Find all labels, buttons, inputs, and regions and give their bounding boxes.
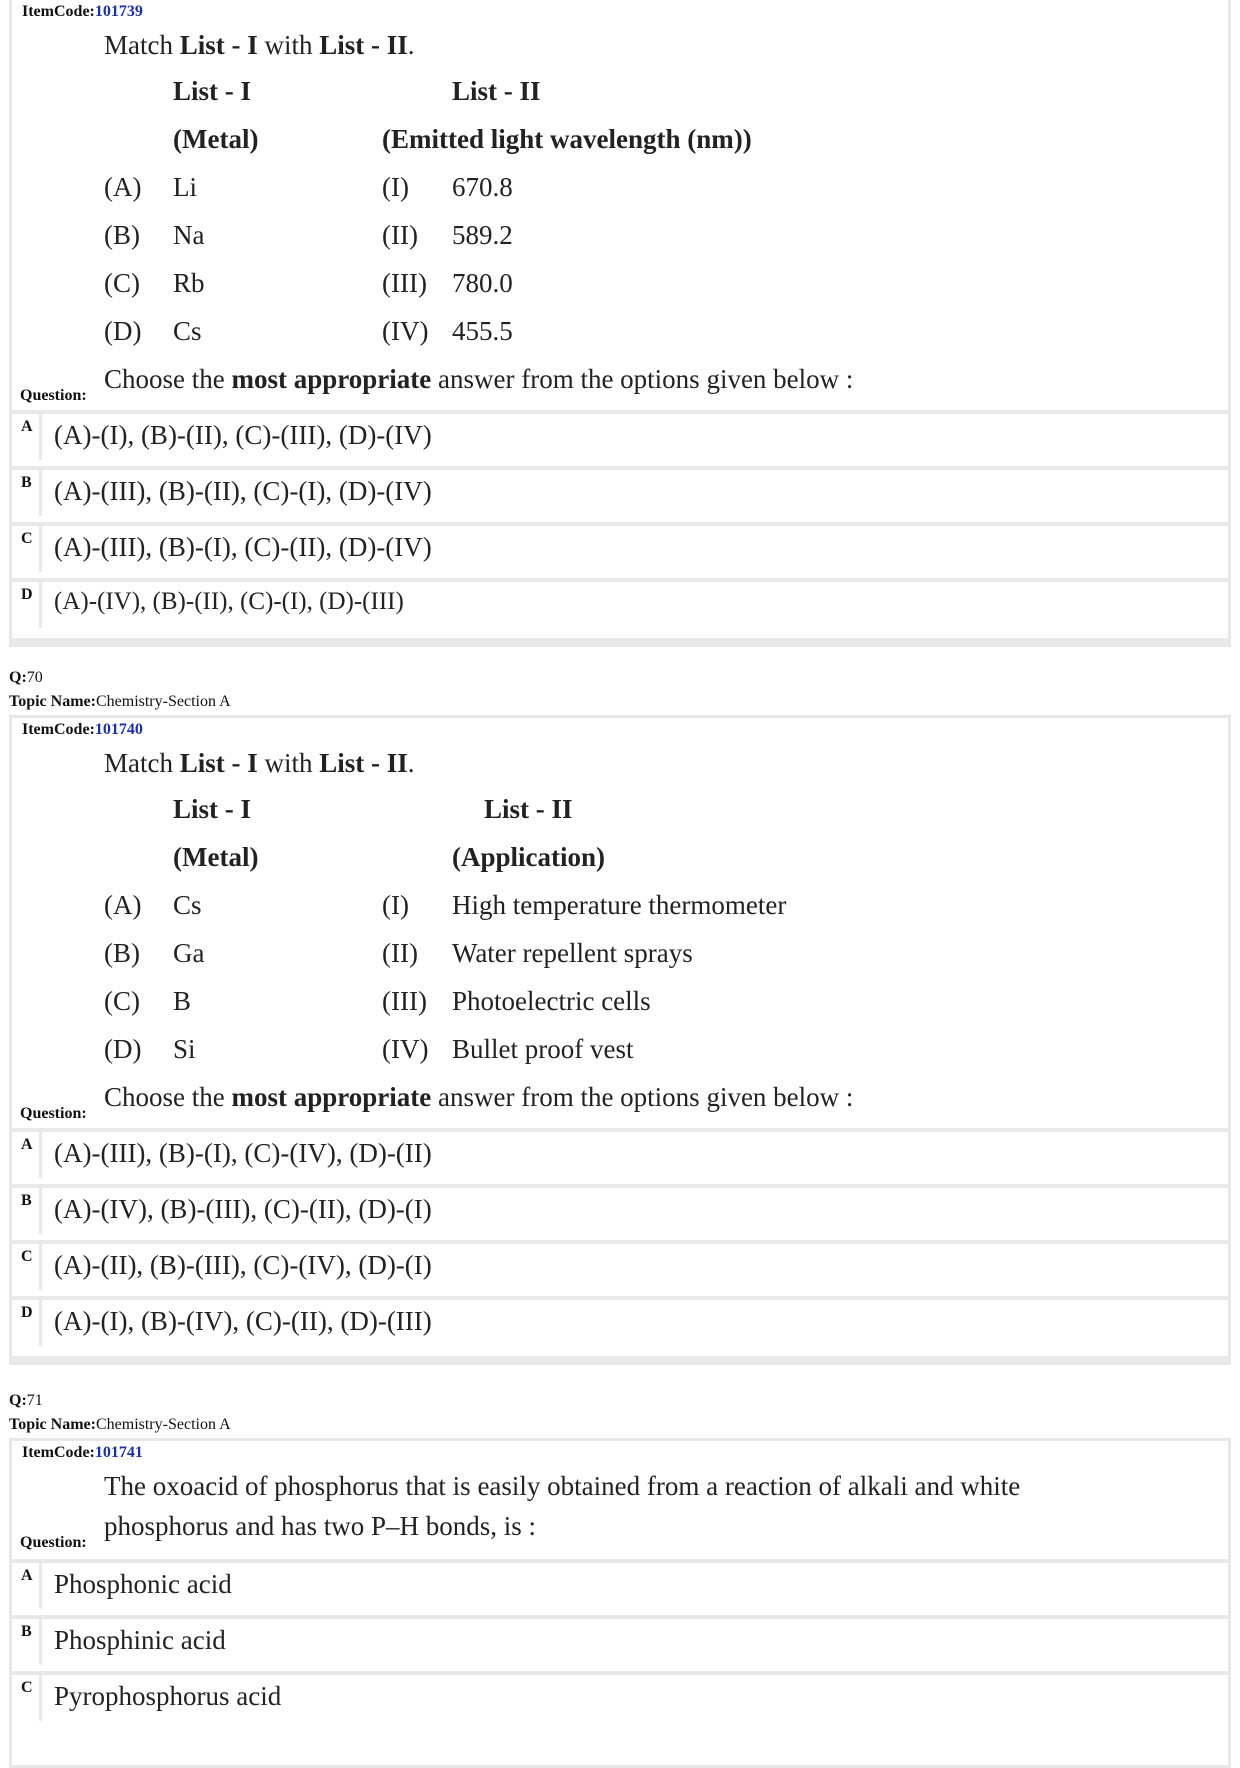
option-divider — [39, 1300, 42, 1346]
row-key: (D) — [104, 1034, 142, 1064]
option-divider — [39, 1675, 42, 1721]
row-key: (C) — [104, 986, 140, 1016]
option-text: Pyrophosphorus acid — [54, 1681, 282, 1711]
row-num: (IV) — [382, 1034, 429, 1064]
row-left: B — [173, 986, 192, 1016]
row-num: (IV) — [382, 316, 429, 346]
option-text: (A)-(III), (B)-(I), (C)-(II), (D)-(IV) — [54, 532, 432, 562]
list-2-subheading: (Application) — [452, 842, 606, 872]
option-letter: D — [21, 586, 33, 603]
item-code-value: 101740 — [94, 721, 143, 738]
row-left: Si — [173, 1034, 196, 1064]
option-b[interactable] — [12, 1184, 1228, 1234]
row-num: (II) — [382, 938, 418, 968]
option-text: (A)-(I), (B)-(IV), (C)-(II), (D)-(III) — [54, 1306, 432, 1336]
option-text: (A)-(I), (B)-(II), (C)-(III), (D)-(IV) — [54, 420, 432, 450]
row-num: (III) — [382, 986, 427, 1016]
row-right: 670.8 — [452, 172, 513, 202]
question-card-101740 — [9, 715, 1231, 1365]
item-code: ItemCode:101741 — [22, 1444, 143, 1461]
row-right: Bullet proof vest — [452, 1034, 634, 1064]
question-text-line-1: The oxoacid of phosphorus that is easily obtained from a reaction of alkali and white — [104, 1471, 1021, 1501]
row-left: Rb — [173, 268, 205, 298]
row-num: (III) — [382, 268, 427, 298]
option-divider — [39, 1244, 42, 1290]
row-left: Li — [173, 172, 197, 202]
row-key: (A) — [104, 890, 142, 920]
option-text: (A)-(IV), (B)-(II), (C)-(I), (D)-(III) — [54, 588, 404, 615]
topic-name: Topic Name:Chemistry-Section A — [9, 693, 231, 710]
option-divider — [39, 1563, 42, 1609]
row-num: (I) — [382, 890, 409, 920]
row-right: Water repellent sprays — [452, 938, 693, 968]
option-letter: A — [21, 1567, 33, 1584]
question-instruction: Choose the most appropriate answer from the options given below : — [104, 1082, 854, 1112]
option-text: Phosphonic acid — [54, 1569, 232, 1599]
option-letter: A — [21, 418, 33, 435]
question-number: Q:70 — [9, 669, 43, 686]
option-divider — [39, 526, 42, 572]
row-key: (D) — [104, 316, 142, 346]
option-text: (A)-(II), (B)-(III), (C)-(IV), (D)-(I) — [54, 1250, 432, 1280]
option-text: Phosphinic acid — [54, 1625, 226, 1655]
row-num: (II) — [382, 220, 418, 250]
option-a[interactable] — [12, 410, 1228, 460]
option-letter: B — [21, 1623, 32, 1640]
row-key: (C) — [104, 268, 140, 298]
question-text-line-2: phosphorus and has two P–H bonds, is : — [104, 1511, 537, 1541]
row-right: High temperature thermometer — [452, 890, 787, 920]
list-2-heading: List - II — [452, 76, 541, 106]
option-divider — [39, 414, 42, 460]
list-1-heading: List - I — [173, 794, 252, 824]
item-code: ItemCode:101740 — [22, 721, 143, 738]
question-instruction: Choose the most appropriate answer from the options given below : — [104, 364, 854, 394]
question-card-101741 — [9, 1438, 1231, 1768]
option-letter: C — [21, 1248, 33, 1265]
item-code: ItemCode:101739 — [22, 3, 143, 20]
option-divider — [39, 1188, 42, 1234]
question-number: Q:71 — [9, 1392, 43, 1409]
row-left: Cs — [173, 316, 202, 346]
row-right: 455.5 — [452, 316, 513, 346]
option-divider — [39, 1132, 42, 1178]
question-card-101739 — [9, 0, 1231, 647]
list-2-heading: List - II — [484, 794, 573, 824]
row-key: (B) — [104, 220, 140, 250]
row-num: (I) — [382, 172, 409, 202]
option-divider — [39, 582, 42, 628]
option-b[interactable] — [12, 466, 1228, 516]
question-label: Question: — [20, 1105, 87, 1122]
row-left: Ga — [173, 938, 205, 968]
option-text: (A)-(III), (B)-(I), (C)-(IV), (D)-(II) — [54, 1138, 432, 1168]
option-d[interactable] — [12, 578, 1228, 628]
option-c[interactable] — [12, 1671, 1228, 1721]
option-text: (A)-(III), (B)-(II), (C)-(I), (D)-(IV) — [54, 476, 432, 506]
option-divider — [39, 470, 42, 516]
option-letter: C — [21, 1679, 33, 1696]
option-letter: A — [21, 1136, 33, 1153]
option-d[interactable] — [12, 1296, 1228, 1346]
item-code-value: 101739 — [94, 3, 143, 20]
option-divider — [39, 1619, 42, 1665]
row-key: (B) — [104, 938, 140, 968]
question-label: Question: — [20, 387, 87, 404]
option-letter: B — [21, 474, 32, 491]
list-2-subheading: (Emitted light wavelength (nm)) — [382, 124, 752, 154]
topic-name: Topic Name:Chemistry-Section A — [9, 1416, 231, 1433]
row-left: Na — [173, 220, 205, 250]
list-1-subheading: (Metal) — [173, 842, 259, 872]
row-key: (A) — [104, 172, 142, 202]
question-intro: Match List - I with List - II. — [104, 748, 415, 778]
row-right: 780.0 — [452, 268, 513, 298]
row-left: Cs — [173, 890, 202, 920]
card-bottom-border — [12, 638, 1228, 644]
row-right: 589.2 — [452, 220, 513, 250]
item-code-value: 101741 — [94, 1444, 143, 1461]
option-letter: B — [21, 1192, 32, 1209]
question-label: Question: — [20, 1534, 87, 1551]
list-1-subheading: (Metal) — [173, 124, 259, 154]
option-c[interactable] — [12, 522, 1228, 572]
question-intro: Match List - I with List - II. — [104, 30, 415, 60]
option-a[interactable] — [12, 1559, 1228, 1609]
card-bottom-border — [12, 1356, 1228, 1362]
option-c[interactable] — [12, 1240, 1228, 1290]
option-text: (A)-(IV), (B)-(III), (C)-(II), (D)-(I) — [54, 1194, 432, 1224]
option-a[interactable] — [12, 1128, 1228, 1178]
option-letter: D — [21, 1304, 33, 1321]
option-letter: C — [21, 530, 33, 547]
row-right: Photoelectric cells — [452, 986, 651, 1016]
option-b[interactable] — [12, 1615, 1228, 1665]
list-1-heading: List - I — [173, 76, 252, 106]
